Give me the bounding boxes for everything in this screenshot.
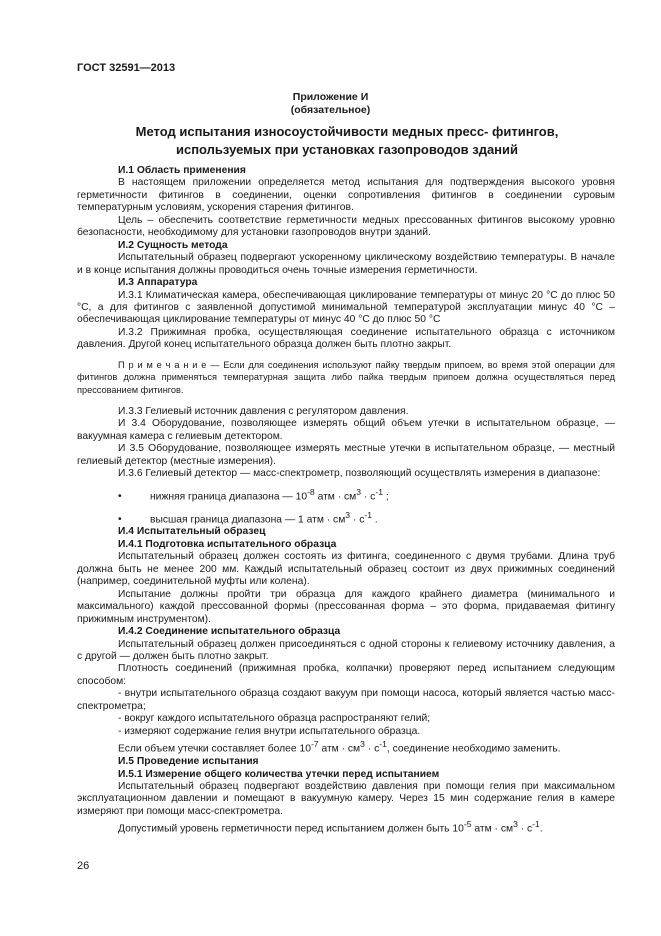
paragraph: Испытательный образец подвергают ускоренному циклическому воздействию температуры. В начале и в конце испытания должны проводиться очень точные измерения герметичности. — [77, 252, 615, 276]
section-heading: И.2 Сущность метода — [118, 239, 228, 251]
document-body — [77, 165, 615, 836]
standard-header: ГОСТ 32591—2013 — [77, 62, 176, 74]
subsection-heading: И.4.2 Соединение испытательного образца — [118, 626, 341, 638]
paragraph: Если объем утечки составляет более $10^{-7}$ атм · $см^3 \cdot с^{-1}$, соединение необходимо заменить. — [118, 739, 561, 755]
note — [77, 359, 615, 396]
section-heading: И.3 Аппаратура — [118, 277, 198, 289]
section-heading: И.1 Область применения — [118, 165, 246, 176]
paragraph: И.3.1 Климатическая камера, обеспечивающая циклирование температуры от минус 20 °С до плюс 50 °С, а для фитингов с заявленной допустимой минимальной температурой эксплуатации минус 40 °С – обеспечивающая циклирование температуры от минус 40 °С до плюс 50 °С — [77, 289, 615, 326]
document-title — [78, 123, 616, 159]
paragraph: И.3.3 Гелиевый источник давления с регулятором давления. — [118, 406, 409, 418]
bullet-icon: • — [118, 491, 122, 503]
title-line-1: Метод испытания износоустойчивости медных пресс- фитингов, — [135, 124, 559, 139]
range-high-item: • высшая граница диапазона — 1 атм · $см^3 \cdot с^{-1}$ . — [118, 509, 378, 526]
paragraph: Испытание должны пройти три образца для каждого крайнего диаметра (минимального и максимального) каждой прессованной формы (прессованная форма – это форма, придаваемая фитингу прижимным инструментом). — [77, 588, 615, 625]
appendix-label: Приложение И — [292, 91, 369, 103]
section-heading: И.5 Проведение испытания — [118, 756, 259, 768]
paragraph: В настоящем приложении определяется метод испытания для подтверждения высокого уровня герметичности фитингов в соединении, оценки сопротивления фитингов в соединении суровым температурным условиям, ускорения старения фитингов. — [77, 177, 615, 214]
note-text: — Если для соединения используют пайку твердым припоем, во время этой операции для фитингов должна применяться температурная защита либо пайка твердым припоем должна осуществляться перед прессованием фитингов. — [77, 359, 615, 395]
title-line-2: используемых при установках газопроводов зданий — [175, 142, 519, 157]
paragraph: И 3.4 Оборудование, позволяющее измерять общий объем утечки в испытательном образце, — вакуумная камера с гелиевым детектором. — [77, 418, 615, 442]
paragraph: Плотность соединений (прижимная пробка, колпачки) проверяют перед испытанием следующим способом: — [77, 663, 615, 687]
page-number: 26 — [77, 860, 90, 872]
paragraph: Испытательный образец подвергают воздействию давления при помощи гелия при максимальном эксплуатационном давлении и помещают в вакуумную камеру. Через 15 мин содержание гелия в камере измеряют при помощи масс-спектрометра. — [77, 780, 615, 817]
range-low-item: • нижняя граница диапазона — $10^{-8}$ атм · $см^3 \cdot с^{-1}$ ; — [118, 486, 389, 503]
paragraph: Допустимый уровень герметичности перед испытанием должен быть $10^{-5}$ атм · $см^3 \cdot с^{-1}$. — [118, 819, 543, 835]
paragraph: Цель – обеспечить соответствие герметичности медных прессованных фитингов высокому уровню безопасности, необходимому для установки газопроводов внутри зданий. — [77, 214, 615, 239]
list-item: - внутри испытательного образца создают вакуум при помощи насоса, который является частью масс-спектрометра; — [77, 688, 615, 712]
paragraph: И.3.6 Гелиевый детектор — масс-спектрометр, позволяющий осуществлять измерения в диапазоне: — [118, 468, 601, 480]
paragraph: Испытательный образец должен присоединяться с одной стороны к гелиевому источнику давления, а с другой — должен быть плотно закрыт. — [77, 638, 615, 663]
subsection-heading: И.5.1 Измерение общего количества утечки перед испытанием — [118, 768, 440, 780]
paragraph: Испытательный образец должен состоять из фитинга, соединенного с двумя трубами. Длина труб должна быть не менее 200 мм. Каждый испытательный образец состоит из двух прижимных соединений (например, соединительной муфты или колена). — [77, 551, 615, 588]
section-heading: И.4 Испытательный образец — [118, 526, 266, 538]
list-item: - измеряют содержание гелия внутри испытательного образца. — [118, 725, 421, 737]
paragraph: И 3.5 Оборудование, позволяющее измерять местные утечки в испытательном образце, — местный гелиевый детектор (местные измерения). — [77, 443, 615, 467]
list-item: - вокруг каждого испытательного образца распространяют гелий; — [118, 713, 431, 725]
paragraph: И.3.2 Прижимная пробка, осуществляющая соединение испытательного образца с источником давления. Другой конец испытательного образца должен быть плотно закрыт. — [77, 326, 615, 351]
appendix-status: (обязательное) — [290, 104, 371, 116]
bullet-icon: • — [118, 514, 122, 526]
subsection-heading: И.4.1 Подготовка испытательного образца — [118, 538, 337, 550]
note-label: П р и м е ч а н и е — [118, 359, 207, 370]
